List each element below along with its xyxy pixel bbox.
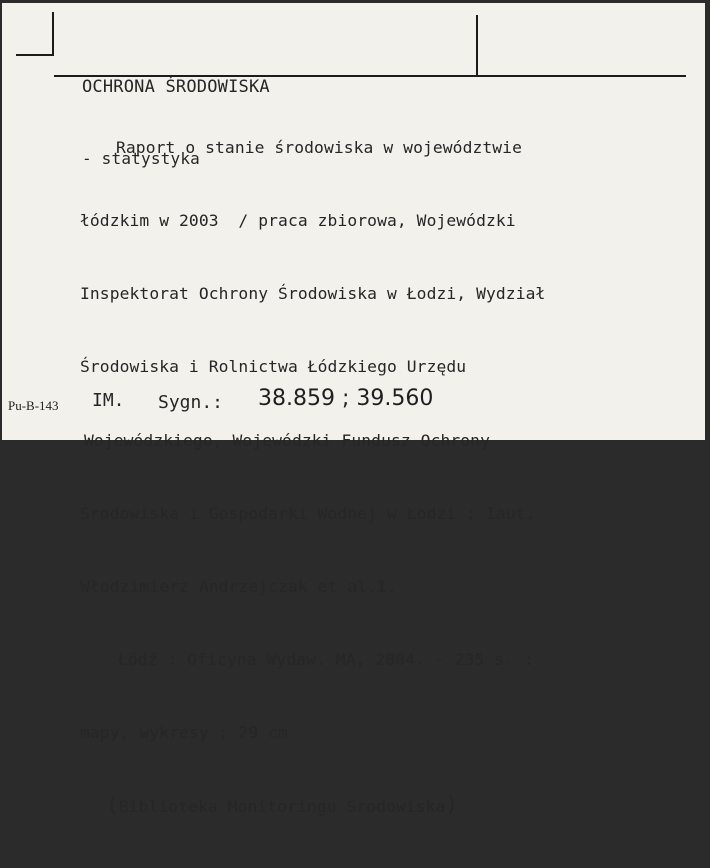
description-line: Łódź : Oficyna Wydaw. MA, 2004. - 235 s. : xyxy=(118,650,534,670)
heading-title: OCHRONA ŚRODOWISKA xyxy=(82,77,270,97)
horizontal-rule xyxy=(54,75,686,77)
sygn-label: Sygn.: xyxy=(158,392,224,413)
description-line: Inspektorat Ochrony Środowiska w Łodzi, Wydział xyxy=(80,284,546,304)
heading-subtitle: - statystyka xyxy=(82,149,200,168)
series-open-paren: ( xyxy=(106,792,119,817)
bibliographic-description xyxy=(80,87,710,868)
series-title: Biblioteka Monitoringu Środowiska xyxy=(118,796,446,816)
description-line: łódzkim w 2003 / praca zbiorowa, Wojewódzki xyxy=(80,211,516,231)
description-line: Raport o stanie środowiska w województwie xyxy=(116,137,522,157)
series-close-paren: ) xyxy=(445,792,459,817)
sygn-values: 38.859 ; 39.560 xyxy=(258,386,434,411)
description-line: Włodzimierz Andrzejczak et al.I. xyxy=(80,577,397,597)
series-line xyxy=(80,792,710,819)
description-line: Środowiska i Rolnictwa Łódzkiego Urzędu xyxy=(80,357,467,377)
catalog-card xyxy=(2,3,705,817)
vertical-rule xyxy=(476,15,478,75)
corner-bracket xyxy=(16,12,54,56)
description-line: mapy, wykresy ; 29 cm xyxy=(80,723,288,743)
description-line: Wojewódzkiego, Wojewódzki Fundusz Ochrony xyxy=(84,430,490,450)
im-label: IM. xyxy=(92,390,125,411)
location-code: Pu-B-143 xyxy=(8,398,59,413)
description-line: Środowiska i Gospodarki Wodnej w Łodzi ; Iaut. xyxy=(80,503,536,523)
